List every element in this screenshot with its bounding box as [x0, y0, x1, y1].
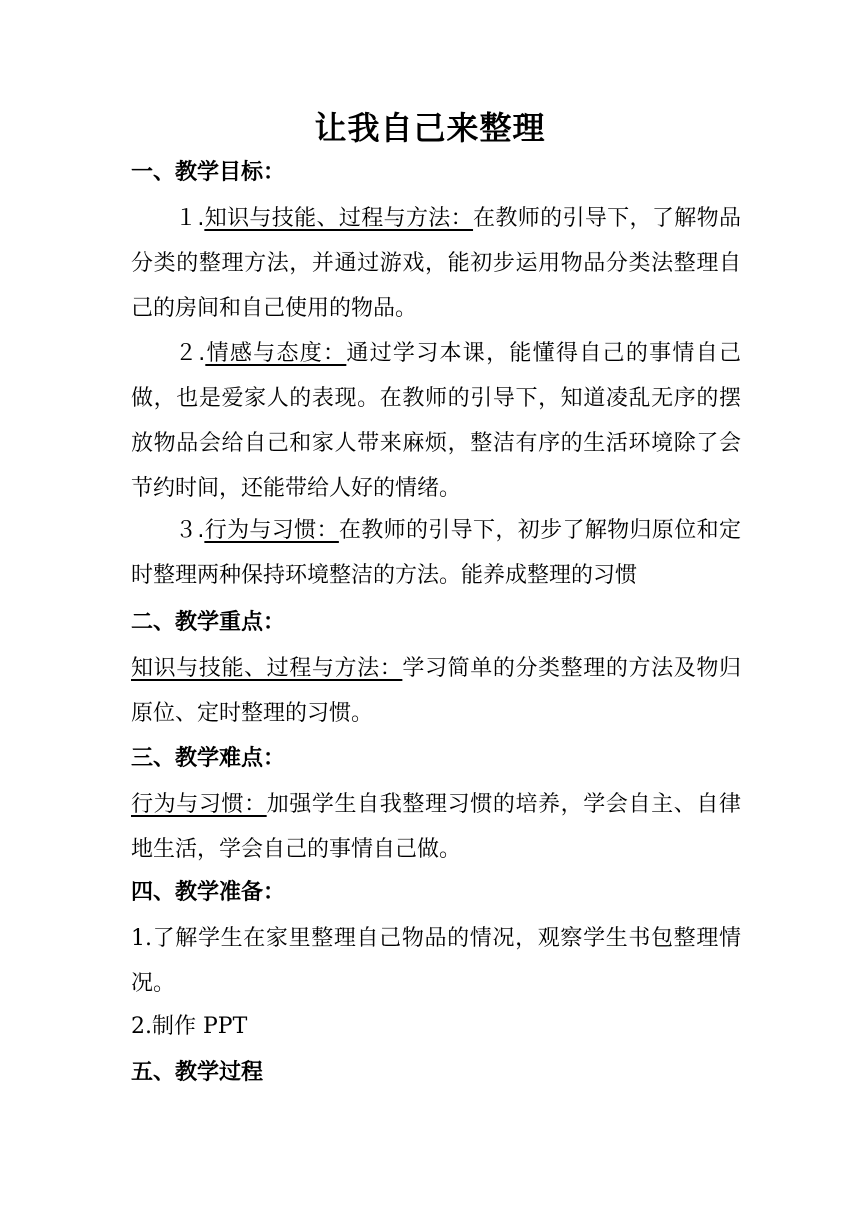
- goal-item-2-number: ２.: [175, 341, 206, 366]
- goal-item-3-number: ３.: [175, 518, 205, 543]
- difficulties-label: 行为与习惯：: [131, 792, 267, 817]
- goal-item-1-number: １.: [175, 206, 205, 231]
- goal-item-3-label: 行为与习惯：: [204, 518, 339, 543]
- difficulties-paragraph: [131, 782, 741, 872]
- goal-item-2: [131, 331, 741, 511]
- goal-item-1-label: 知识与技能、过程与方法：: [204, 206, 474, 231]
- preparation-item-1: 1.了解学生在家里整理自己物品的情况，观察学生书包整理情况。: [131, 926, 741, 996]
- goal-item-3-text: 在教师的引导下，初步了解物归原位和定时整理两种保持环境整洁的方法。能养成整理的习惯: [131, 518, 741, 588]
- key-points-paragraph: [131, 646, 741, 736]
- key-points-text: 学习简单的分类整理的方法及物归原位、定时整理的习惯。: [131, 656, 741, 726]
- key-points-label: 知识与技能、过程与方法：: [131, 656, 403, 681]
- preparation-item-2: 2.制作 PPT: [131, 1014, 248, 1039]
- document-title: 让我自己来整理: [314, 109, 546, 147]
- heading-teaching-goals: 一、教学目标：: [131, 160, 286, 185]
- heading-preparation: 四、教学准备：: [131, 880, 286, 905]
- difficulties-text: 加强学生自我整理习惯的培养，学会自主、自律地生活，学会自己的事情自己做。: [131, 792, 741, 862]
- goal-item-2-text: 通过学习本课，能懂得自己的事情自己做，也是爱家人的表现。在教师的引导下，知道凌乱无序的摆放物品会给自己和家人带来麻烦，整洁有序的生活环境除了会节约时间，还能带给人好的情绪。: [131, 341, 741, 501]
- heading-key-points: 二、教学重点：: [131, 610, 286, 635]
- heading-difficulties: 三、教学难点：: [131, 746, 286, 771]
- goal-item-2-label: 情感与态度：: [205, 341, 347, 366]
- goal-item-3: [131, 508, 741, 598]
- heading-process: 五、教学过程: [131, 1060, 264, 1085]
- goal-item-1: [131, 196, 741, 331]
- goal-item-1-text: 在教师的引导下，了解物品分类的整理方法，并通过游戏，能初步运用物品分类法整理自己的房间和自己使用的物品。: [131, 206, 741, 321]
